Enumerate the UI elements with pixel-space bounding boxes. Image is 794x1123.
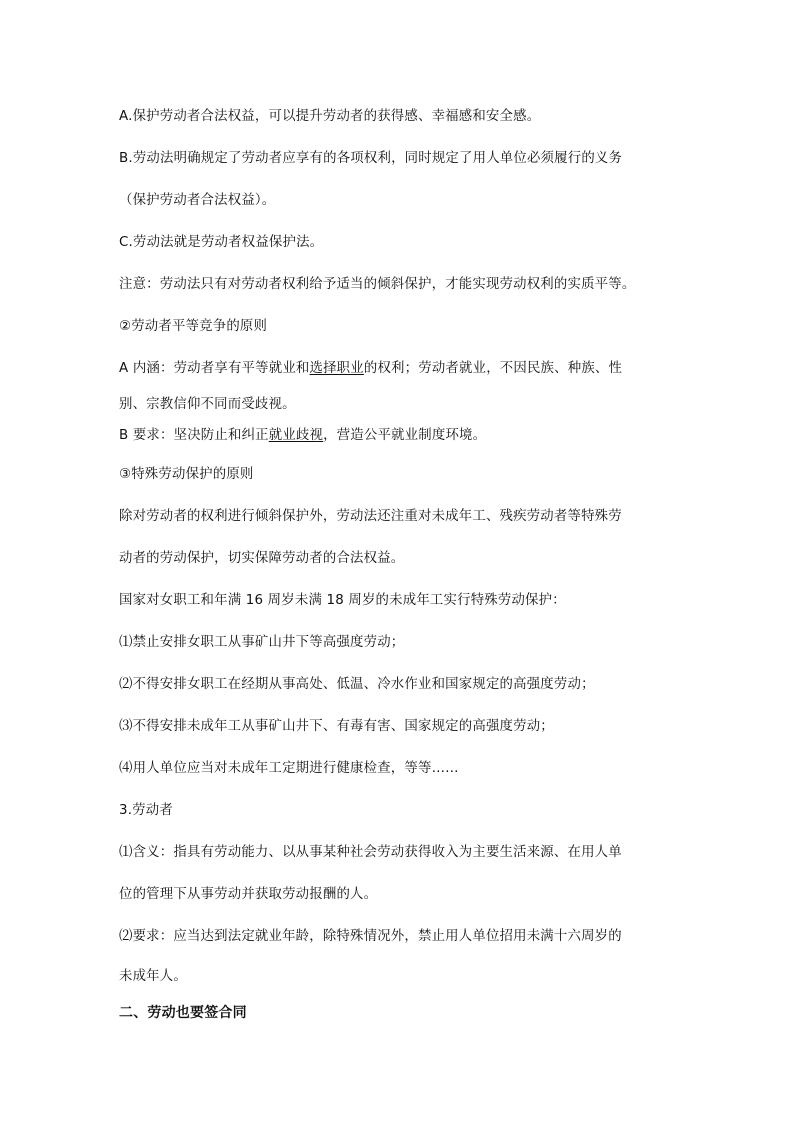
paragraph-a: A.保护劳动者合法权益，可以提升劳动者的获得感、幸福感和安全感。 (119, 109, 541, 124)
special-protection-paragraph-continued: 动者的劳动保护，切实保障劳动者的合法权益。 (119, 551, 405, 566)
state-special-protection: 国家对女职工和年满 16 周岁未满 18 周岁的未成年工实行特殊劳动保护： (119, 593, 566, 608)
laborer-definition: ⑴含义：指具有劳动能力、以从事某种社会劳动获得收入为主要生活来源、在用人单 (119, 845, 622, 860)
rule-item-4: ⑷用人单位应当对未成年工定期进行健康检查，等等…… (119, 761, 459, 776)
section-equal-competition: ②劳动者平等竞争的原则 (119, 319, 268, 334)
employment-discrimination-term: 就业歧视 (268, 428, 324, 443)
laborer-requirement: ⑵要求：应当达到法定就业年龄，除特殊情况外，禁止用人单位招用未满十六周岁的 (119, 929, 622, 944)
rule-item-3: ⑶不得安排未成年工从事矿山井下、有毒有害、国家规定的高强度劳动； (119, 719, 554, 734)
requirement-prefix: B 要求：坚决防止和纠正 (119, 428, 269, 443)
section-laborer: 3.劳动者 (119, 803, 173, 818)
paragraph-b-continued: （保护劳动者合法权益）。 (119, 193, 276, 208)
requirement-suffix: ，营造公平就业制度环境。 (323, 428, 487, 443)
connotation-line-continued: 别、宗教信仰不同而受歧视。 (119, 397, 296, 412)
section-heading-contract: 二、劳动也要签合同 (119, 1005, 247, 1021)
special-protection-paragraph: 除对劳动者的权利进行倾斜保护外，劳动法还注重对未成年工、残疾劳动者等特殊劳 (119, 509, 622, 524)
choose-career-term: 选择职业 (309, 361, 364, 376)
connotation-line (119, 360, 679, 378)
laborer-definition-continued: 位的管理下从事劳动并获取劳动报酬的人。 (119, 887, 378, 902)
section-special-protection: ③特殊劳动保护的原则 (119, 467, 254, 482)
laborer-requirement-continued: 未成年人。 (119, 969, 187, 984)
rule-item-2: ⑵不得安排女职工在经期从事高处、低温、冷水作业和国家规定的高强度劳动； (119, 677, 595, 692)
requirement-line (119, 427, 679, 445)
rule-item-1: ⑴禁止安排女职工从事矿山井下等高强度劳动； (119, 635, 405, 650)
paragraph-b: B.劳动法明确规定了劳动者应享有的各项权利，同时规定了用人单位必须履行的义务 (119, 151, 623, 166)
connotation-suffix: 的权利；劳动者就业，不因民族、种族、性 (363, 361, 623, 376)
connotation-prefix: A 内涵：劳动者享有平等就业和 (119, 361, 310, 376)
note-paragraph: 注意：劳动法只有对劳动者权利给予适当的倾斜保护，才能实现劳动权利的实质平等。 (119, 277, 636, 292)
paragraph-c: C.劳动法就是劳动者权益保护法。 (119, 235, 324, 250)
